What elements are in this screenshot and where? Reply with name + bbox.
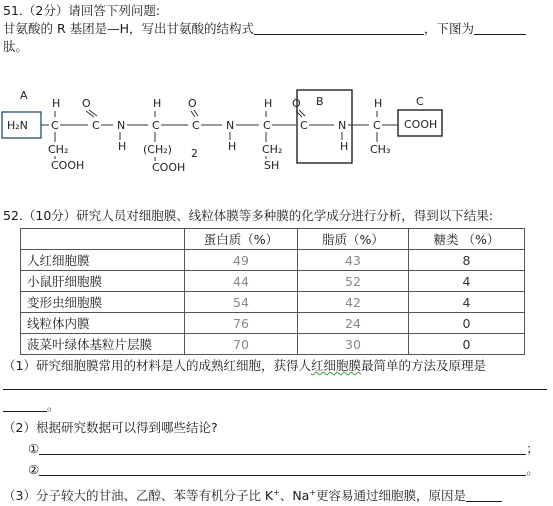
q52-sub2-blank1[interactable] [39,441,526,455]
atom-c: C [152,119,160,132]
cell-sugar: 4 [409,292,525,313]
cell-lipid: 30 [298,334,409,355]
table-row [21,313,525,334]
q52-sub2-item2 [28,462,539,478]
side-chain-ch3: CH₃ [370,143,391,156]
row-name: 线粒体内膜 [21,313,185,334]
side-chain-cooh: COOH [51,159,85,172]
q52-sub1-end: 最简单的方法及原理是 [360,358,486,373]
atom-c: C [92,119,100,132]
item2-marker: ② [28,462,40,477]
bond-line [194,110,198,116]
cell-protein: 54 [185,292,298,313]
q52-sub3-blank[interactable] [466,488,502,502]
side-chain-sh: SH [264,159,280,172]
side-chain-ch2: CH₂ [48,143,69,156]
bond-line [86,111,94,117]
cell-protein: 44 [185,271,298,292]
row-name: 变形虫细胞膜 [21,292,185,313]
q52-header: 52.（10分）研究人员对细胞膜、线粒体膜等多种膜的化学成分进行分析，得到以下结果: [3,208,493,223]
atom-c: C [373,119,381,132]
atom-h: H [374,97,383,110]
side-chain-cooh: COOH [152,161,186,174]
atom-c: C [300,119,308,132]
table-header-protein: 蛋白质（%） [185,229,298,250]
q52-sub3-text-b: 、Na [279,488,310,504]
atom-h: H [340,140,349,153]
q52-sub1 [3,358,486,374]
side-chain-ch2-group: (CH₂) [143,143,172,156]
row-name: 小鼠肝细胞膜 [21,271,185,292]
q52-sub2: （2）根据研究数据可以得到哪些结论? [3,420,218,435]
atom-h: H [228,140,237,153]
atom-n: N [117,119,126,132]
q52-sub3-text-a: （3）分子较大的甘油、乙醇、苯等有机分子比 K [3,488,274,504]
q51-line2: 肽。 [3,39,29,54]
bond-line [89,110,97,116]
q52-sub3-sup2: + [309,488,317,497]
q51-line1-text: 甘氨酸的 R 基团是—H，写出甘氨酸的结构式 [3,21,255,36]
atom-c: C [51,119,59,132]
cell-lipid: 24 [298,313,409,334]
row-name: 人红细胞膜 [21,250,185,271]
atom-o: O [292,97,301,110]
q52-sub3 [3,485,502,504]
label-b: B [316,95,324,108]
q52-sub1-wave: 红细胞膜 [310,358,361,373]
q52-sub2-blank2[interactable] [39,462,526,476]
cell-lipid: 42 [298,292,409,313]
table-header-blank [21,229,185,250]
bond-line [191,111,195,117]
atom-h: H [52,97,61,110]
atom-o: O [82,97,91,110]
item2-end: 。 [526,462,539,477]
atom-h: H [264,97,273,110]
q52-sub1-answer-line[interactable] [3,389,547,390]
h2n-group: H₂N [7,119,28,132]
table-row [21,292,525,313]
table-header-lipid: 脂质（%） [298,229,409,250]
q52-sub3-text-c: 更容易通过细胞膜，原因是 [316,488,467,504]
membrane-composition-table [20,228,525,355]
table-row [21,334,525,355]
cell-sugar: 8 [409,250,525,271]
cell-lipid: 43 [298,250,409,271]
label-a: A [20,89,28,102]
q51-line1-text2: ，下图为 [424,21,475,36]
atom-h: H [153,97,162,110]
table-header-row [21,229,525,250]
peptide-structure-diagram [0,85,553,180]
atom-c: C [263,119,271,132]
cell-protein: 49 [185,250,298,271]
atom-n: N [226,119,235,132]
q51-line1 [3,21,526,37]
q52-sub1-text: （1）研究细胞膜常用的材料是人的成熟红细胞，获得人 [3,358,311,373]
label-c: C [416,95,424,108]
cell-lipid: 52 [298,271,409,292]
row-name: 菠菜叶绿体基粒片层膜 [21,334,185,355]
q52-sub1-tail-line [3,398,60,414]
atom-n: N [338,119,347,132]
side-chain-ch2: CH₂ [262,143,283,156]
cell-sugar: 0 [409,334,525,355]
cell-protein: 76 [185,313,298,334]
q52-sub3-sup1: + [273,488,280,497]
side-chain-subscript: 2 [191,147,198,160]
q51-blank-peptide[interactable] [474,21,526,35]
q52-sub1-blank-tail[interactable] [3,398,47,412]
atom-o: O [188,97,197,110]
item1-end: ； [526,441,539,456]
atom-c: C [192,119,200,132]
table-header-sugar: 糖类 （%） [409,229,525,250]
table-row [21,250,525,271]
q51-blank-structure[interactable] [254,21,424,35]
q52-sub1-tail: 。 [47,398,60,413]
cell-protein: 70 [185,334,298,355]
q52-sub2-item1 [28,441,539,457]
cell-sugar: 0 [409,313,525,334]
q51-header: 51.（2分）请回答下列问题: [3,3,161,18]
atom-h: H [118,140,127,153]
item1-marker: ① [28,441,40,456]
cooh-group: COOH [404,118,438,131]
cell-sugar: 4 [409,271,525,292]
table-row [21,271,525,292]
